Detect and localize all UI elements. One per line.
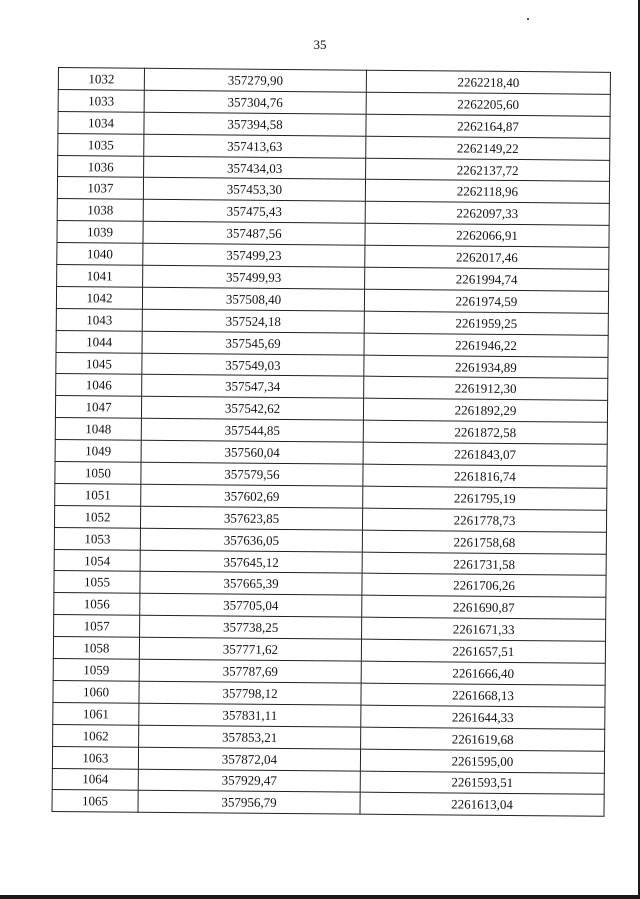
point-number-cell: 1057	[54, 615, 140, 638]
x-coordinate-cell: 357623,85	[140, 506, 362, 530]
y-coordinate-cell: 2261795,19	[363, 486, 607, 510]
y-coordinate-cell: 2261593,51	[360, 771, 604, 795]
y-coordinate-cell: 2261595,00	[360, 749, 604, 773]
y-coordinate-cell: 2261872,58	[363, 420, 607, 444]
x-coordinate-cell: 357545,69	[142, 331, 364, 355]
point-number-cell: 1045	[56, 352, 142, 375]
y-coordinate-cell: 2261613,04	[360, 793, 604, 817]
y-coordinate-cell: 2261657,51	[361, 639, 605, 663]
x-coordinate-cell: 357787,69	[139, 659, 361, 683]
point-number-cell: 1063	[52, 746, 138, 769]
point-number-cell: 1065	[52, 790, 138, 813]
point-number-cell: 1036	[58, 155, 144, 178]
point-number-cell: 1046	[56, 374, 142, 397]
point-number-cell: 1052	[54, 505, 140, 528]
coordinates-table-body	[52, 68, 610, 817]
x-coordinate-cell: 357579,56	[141, 462, 363, 486]
y-coordinate-cell: 2261994,74	[365, 267, 609, 291]
y-coordinate-cell: 2261778,73	[362, 508, 606, 532]
x-coordinate-cell: 357487,56	[143, 221, 365, 245]
point-number-cell: 1055	[54, 571, 140, 594]
x-coordinate-cell: 357929,47	[138, 769, 360, 793]
point-number-cell: 1051	[55, 483, 141, 506]
y-coordinate-cell: 2261619,68	[361, 727, 605, 751]
x-coordinate-cell: 357665,39	[140, 572, 362, 596]
y-coordinate-cell: 2262118,96	[365, 180, 609, 204]
x-coordinate-cell: 357304,76	[144, 90, 366, 114]
point-number-cell: 1061	[53, 702, 139, 725]
x-coordinate-cell: 357771,62	[139, 637, 361, 661]
y-coordinate-cell: 2262164,87	[366, 114, 610, 138]
y-coordinate-cell: 2261671,33	[362, 617, 606, 641]
y-coordinate-cell: 2261690,87	[362, 596, 606, 620]
y-coordinate-cell: 2261934,89	[364, 355, 608, 379]
point-number-cell: 1043	[56, 308, 142, 331]
x-coordinate-cell: 357798,12	[139, 681, 361, 705]
x-coordinate-cell: 357542,62	[141, 397, 363, 421]
point-number-cell: 1044	[56, 330, 142, 353]
point-number-cell: 1050	[55, 462, 141, 485]
x-coordinate-cell: 357956,79	[138, 791, 360, 815]
point-number-cell: 1056	[54, 593, 140, 616]
point-number-cell: 1048	[55, 418, 141, 441]
point-number-cell: 1037	[57, 177, 143, 200]
point-number-cell: 1034	[58, 111, 144, 134]
point-number-cell: 1041	[57, 265, 143, 288]
point-number-cell: 1042	[56, 286, 142, 309]
y-coordinate-cell: 2261706,26	[362, 574, 606, 598]
x-coordinate-cell: 357872,04	[138, 747, 360, 771]
page-number: 35	[313, 37, 327, 52]
y-coordinate-cell: 2262066,91	[365, 223, 609, 247]
x-coordinate-cell: 357524,18	[142, 309, 364, 333]
point-number-cell: 1060	[53, 680, 139, 703]
y-coordinate-cell: 2262097,33	[365, 202, 609, 226]
y-coordinate-cell: 2261843,07	[363, 442, 607, 466]
point-number-cell: 1062	[53, 724, 139, 747]
x-coordinate-cell: 357853,21	[139, 725, 361, 749]
x-coordinate-cell: 357636,05	[140, 528, 362, 552]
x-coordinate-cell: 357499,93	[143, 265, 365, 289]
point-number-cell: 1064	[52, 768, 138, 791]
point-number-cell: 1033	[58, 89, 144, 112]
point-number-cell: 1038	[57, 199, 143, 222]
point-number-cell: 1053	[54, 527, 140, 550]
y-coordinate-cell: 2262017,46	[365, 245, 609, 269]
y-coordinate-cell: 2261912,30	[364, 377, 608, 401]
point-number-cell: 1039	[57, 221, 143, 244]
point-number-cell: 1047	[55, 396, 141, 419]
y-coordinate-cell: 2261959,25	[364, 311, 608, 335]
x-coordinate-cell: 357453,30	[143, 178, 365, 202]
y-coordinate-cell: 2261946,22	[364, 333, 608, 357]
x-coordinate-cell: 357560,04	[141, 440, 363, 464]
x-coordinate-cell: 357394,58	[144, 112, 366, 136]
x-coordinate-cell: 357738,25	[140, 615, 362, 639]
coordinates-table	[51, 67, 610, 817]
point-number-cell: 1059	[53, 659, 139, 682]
y-coordinate-cell: 2261644,33	[361, 705, 605, 729]
y-coordinate-cell: 2261668,13	[361, 683, 605, 707]
x-coordinate-cell: 357705,04	[140, 594, 362, 618]
point-number-cell: 1032	[58, 68, 144, 91]
scan-speck	[527, 18, 529, 20]
x-coordinate-cell: 357508,40	[142, 287, 364, 311]
point-number-cell: 1054	[54, 549, 140, 572]
x-coordinate-cell: 357645,12	[140, 550, 362, 574]
x-coordinate-cell: 357831,11	[139, 703, 361, 727]
y-coordinate-cell: 2261666,40	[361, 661, 605, 685]
y-coordinate-cell: 2261816,74	[363, 464, 607, 488]
point-number-cell: 1058	[53, 637, 139, 660]
x-coordinate-cell: 357547,34	[142, 375, 364, 399]
y-coordinate-cell: 2262205,60	[366, 92, 610, 116]
x-coordinate-cell: 357413,63	[144, 134, 366, 158]
x-coordinate-cell: 357499,23	[143, 243, 365, 267]
x-coordinate-cell: 357475,43	[143, 200, 365, 224]
y-coordinate-cell: 2261974,59	[364, 289, 608, 313]
y-coordinate-cell: 2262137,72	[366, 158, 610, 182]
y-coordinate-cell: 2261758,68	[362, 530, 606, 554]
point-number-cell: 1040	[57, 243, 143, 266]
x-coordinate-cell: 357434,03	[144, 156, 366, 180]
point-number-cell: 1049	[55, 440, 141, 463]
point-number-cell: 1035	[58, 133, 144, 156]
y-coordinate-cell: 2261892,29	[363, 399, 607, 423]
y-coordinate-cell: 2262149,22	[366, 136, 610, 160]
y-coordinate-cell: 2262218,40	[366, 70, 610, 94]
x-coordinate-cell: 357602,69	[141, 484, 363, 508]
x-coordinate-cell: 357544,85	[141, 418, 363, 442]
x-coordinate-cell: 357549,03	[142, 353, 364, 377]
y-coordinate-cell: 2261731,58	[362, 552, 606, 576]
x-coordinate-cell: 357279,90	[144, 68, 366, 92]
table-row	[52, 790, 604, 817]
